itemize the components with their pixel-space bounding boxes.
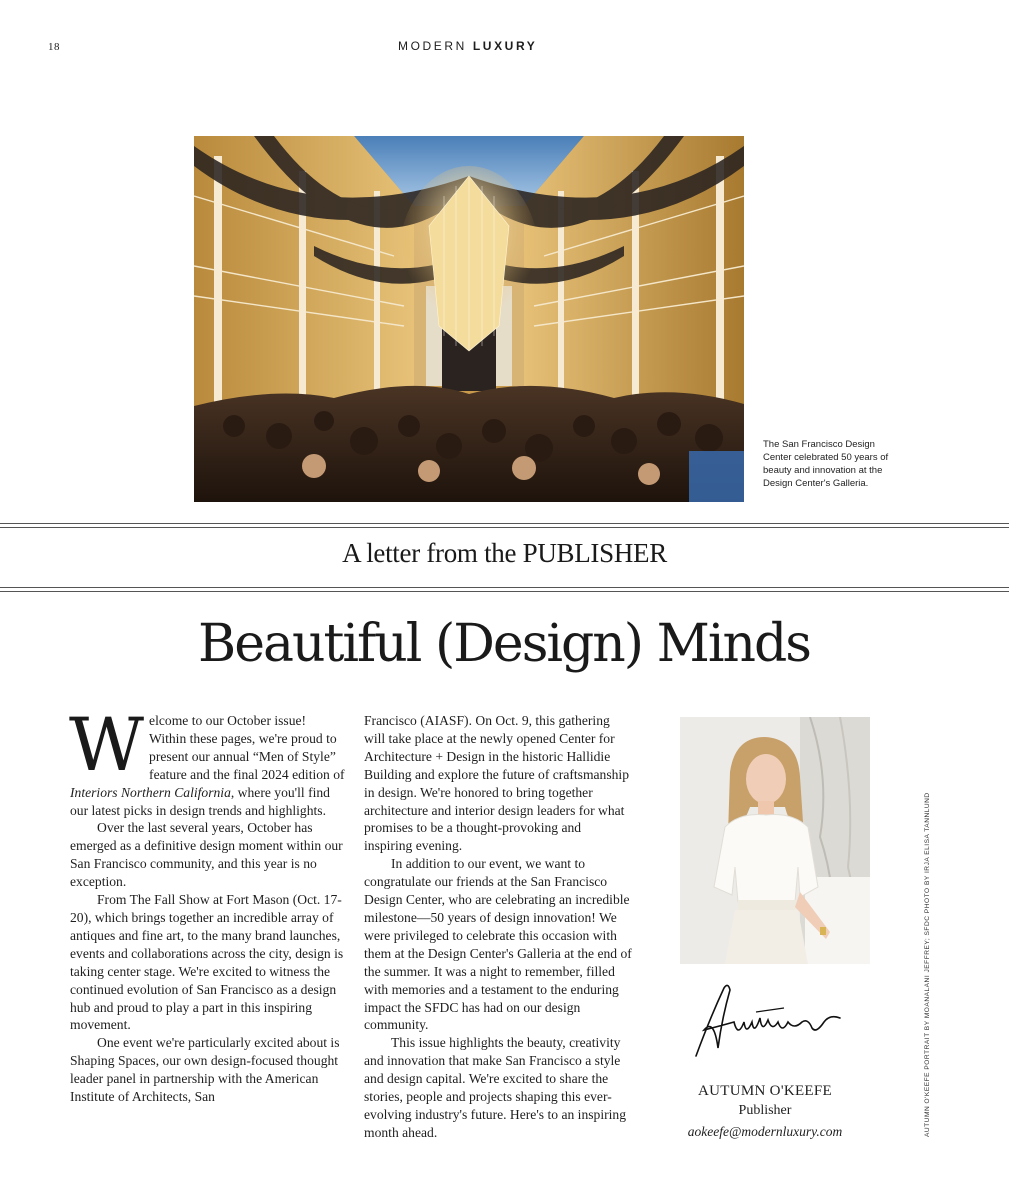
signature-graphic: [690, 978, 850, 1063]
event-photo: [194, 136, 744, 502]
headline: Beautiful (Design) Minds: [198, 614, 810, 674]
letter-column-1: [69, 703, 346, 1106]
masthead-luxury: LUXURY: [472, 39, 538, 53]
publisher-email[interactable]: aokeefe@modernluxury.com: [687, 1124, 843, 1139]
masthead-modern: MODERN: [398, 39, 467, 53]
photo-credit: AUTUMN O'KEEFE PORTRAIT BY MOANALANI JEFFREY; SFDC PHOTO BY IRJA ELISA TANNLUND: [924, 792, 931, 1137]
photo-caption: The San Francisco Design Center celebrated 50 years of beauty and innovation at the Design Center's Galleria.: [763, 439, 889, 489]
signature-script-text: Autumn: [690, 978, 694, 979]
signature: [690, 978, 850, 1068]
page-number: 18: [48, 41, 60, 53]
paragraph-5: In addition to our event, we want to congratulate our friends at the San Francisco Design Center, who are celebrating an incredible milestone—50 years of design innovation! We were privileged to celebrate this occasion with them at the Design Center's Galleria at the end of the summer. It was a night to remember, filled with memories and a testament to the enduring impact the SFDC has had on our design community.: [364, 856, 632, 1033]
masthead-logo: [398, 39, 537, 53]
paragraph-1-end: , where you'll find our latest picks in design trends and highlights.: [70, 784, 330, 818]
bottom-rule: [0, 591, 1009, 592]
publisher-name: AUTUMN O'KEEFE: [698, 1083, 832, 1099]
paragraph-3: From The Fall Show at Fort Mason (Oct. 17-20), which brings together an incredible array of antiques and fine art, to the many brand launches, events and collaborations across the city, design is taking center stage. We're excited to witness the continued evolution of San Francisco as a design hub and proud to play a part in this inspiring movement.: [70, 892, 344, 1033]
paragraph-1-text: elcome to our October issue! Within these pages, we're proud to present our annual “Men of Style” feature and the final 2024 edition of: [149, 713, 345, 782]
publication-name: Interiors Northern California: [70, 784, 231, 800]
top-rule-inner: [0, 527, 1009, 528]
paragraph-2: Over the last several years, October has emerged as a definitive design moment within our San Francisco community, and this year is no exception.: [70, 820, 343, 890]
top-rule: [0, 523, 1009, 524]
paragraph-4-continued: Francisco (AIASF). On Oct. 9, this gathering will take place at the newly opened Center for Architecture + Design in the historic Hallidie Building and explore the future of craftsmanship in design. We're honored to bring together architecture and interior design leaders for what promises to be a thought-provoking and inspiring evening.: [364, 713, 630, 854]
letter-column-2: [364, 712, 632, 1142]
publisher-portrait: [680, 717, 870, 964]
paragraph-4: One event we're particularly excited about is Shaping Spaces, our own design-focused thought leader panel in partnership with the American Institute of Architects, San: [70, 1035, 340, 1105]
paragraph-1: [69, 703, 346, 819]
photo-credit-wrapper: [924, 792, 1009, 1144]
paragraph-6: This issue highlights the beauty, creativity and innovation that make San Francisco a style and design capital. We're excited to share the stories, people and projects shaping this ever-evolving industry's future. Here's to an inspiring month ahead.: [364, 1035, 627, 1140]
drop-cap: W: [69, 703, 145, 788]
bottom-rule-inner: [0, 587, 1009, 588]
publisher-role: Publisher: [738, 1103, 792, 1118]
section-title: A letter from the PUBLISHER: [342, 538, 667, 568]
